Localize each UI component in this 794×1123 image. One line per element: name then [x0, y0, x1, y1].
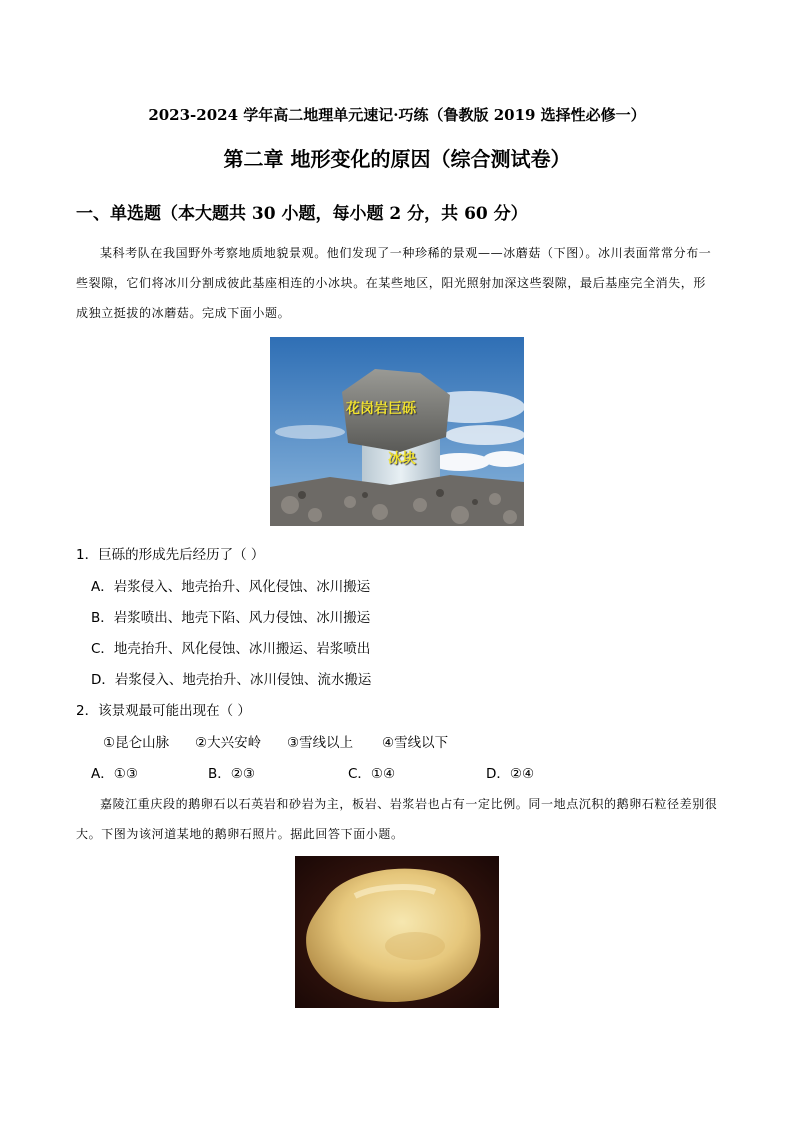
pebble-photo: [295, 856, 499, 1008]
q1-option-b: B．岩浆喷出、地壳下陷、风力侵蚀、冰川搬运: [91, 610, 371, 626]
question-2-stem: 2．该景观最可能出现在（ ）: [76, 703, 251, 719]
section-heading: 一、单选题（本大题共 30 小题，每小题 2 分，共 60 分）: [76, 204, 528, 224]
q2-option-a: A．①③: [91, 766, 138, 782]
q1-option-a: A．岩浆侵入、地壳抬升、风化侵蚀、冰川搬运: [91, 579, 371, 595]
q2-item-1: ①昆仑山脉: [103, 735, 170, 751]
q2-option-c: C．①④: [348, 766, 396, 782]
granite-boulder-label: 花岗岩巨砾: [346, 401, 416, 417]
document-subtitle: 2023-2024 学年高二地理单元速记·巧练（鲁教版 2019 选择性必修一）: [148, 106, 646, 124]
ice-block-label: 冰块: [388, 451, 416, 467]
document-title: 第二章 地形变化的原因（综合测试卷）: [223, 147, 571, 171]
q2-option-b: B．②③: [208, 766, 255, 782]
q2-option-d: D．②④: [486, 766, 535, 782]
passage-ice-mushroom: 某科考队在我国野外考察地质地貌景观。他们发现了一种珍稀的景观——冰蘑菇（下图）。冰川表面常常分布一些裂隙，它们将冰川分割成彼此基座相连的小冰块。在某些地区，阳光照射加深这些裂隙，最后基座完全消失，形成独立挺拔的冰蘑菇。完成下面小题。: [76, 246, 712, 320]
q2-item-2: ②大兴安岭: [195, 735, 262, 751]
q1-option-d: D．岩浆侵入、地壳抬升、冰川侵蚀、流水搬运: [91, 672, 372, 688]
passage-pebbles: 嘉陵江重庆段的鹅卵石以石英岩和砂岩为主，板岩、岩浆岩也占有一定比例。同一地点沉积的鹅卵石粒径差别很大。下图为该河道某地的鹅卵石照片。据此回答下面小题。: [76, 797, 718, 841]
q2-item-4: ④雪线以下: [382, 735, 449, 751]
ice-mushroom-photo: [270, 337, 524, 526]
q1-option-c: C．地壳抬升、风化侵蚀、冰川搬运、岩浆喷出: [91, 641, 371, 657]
question-1-stem: 1．巨砾的形成先后经历了（ ）: [76, 547, 265, 563]
pebble-illustration: [295, 856, 499, 1008]
ice-mushroom-illustration: [270, 337, 524, 526]
q2-item-3: ③雪线以上: [287, 735, 354, 751]
